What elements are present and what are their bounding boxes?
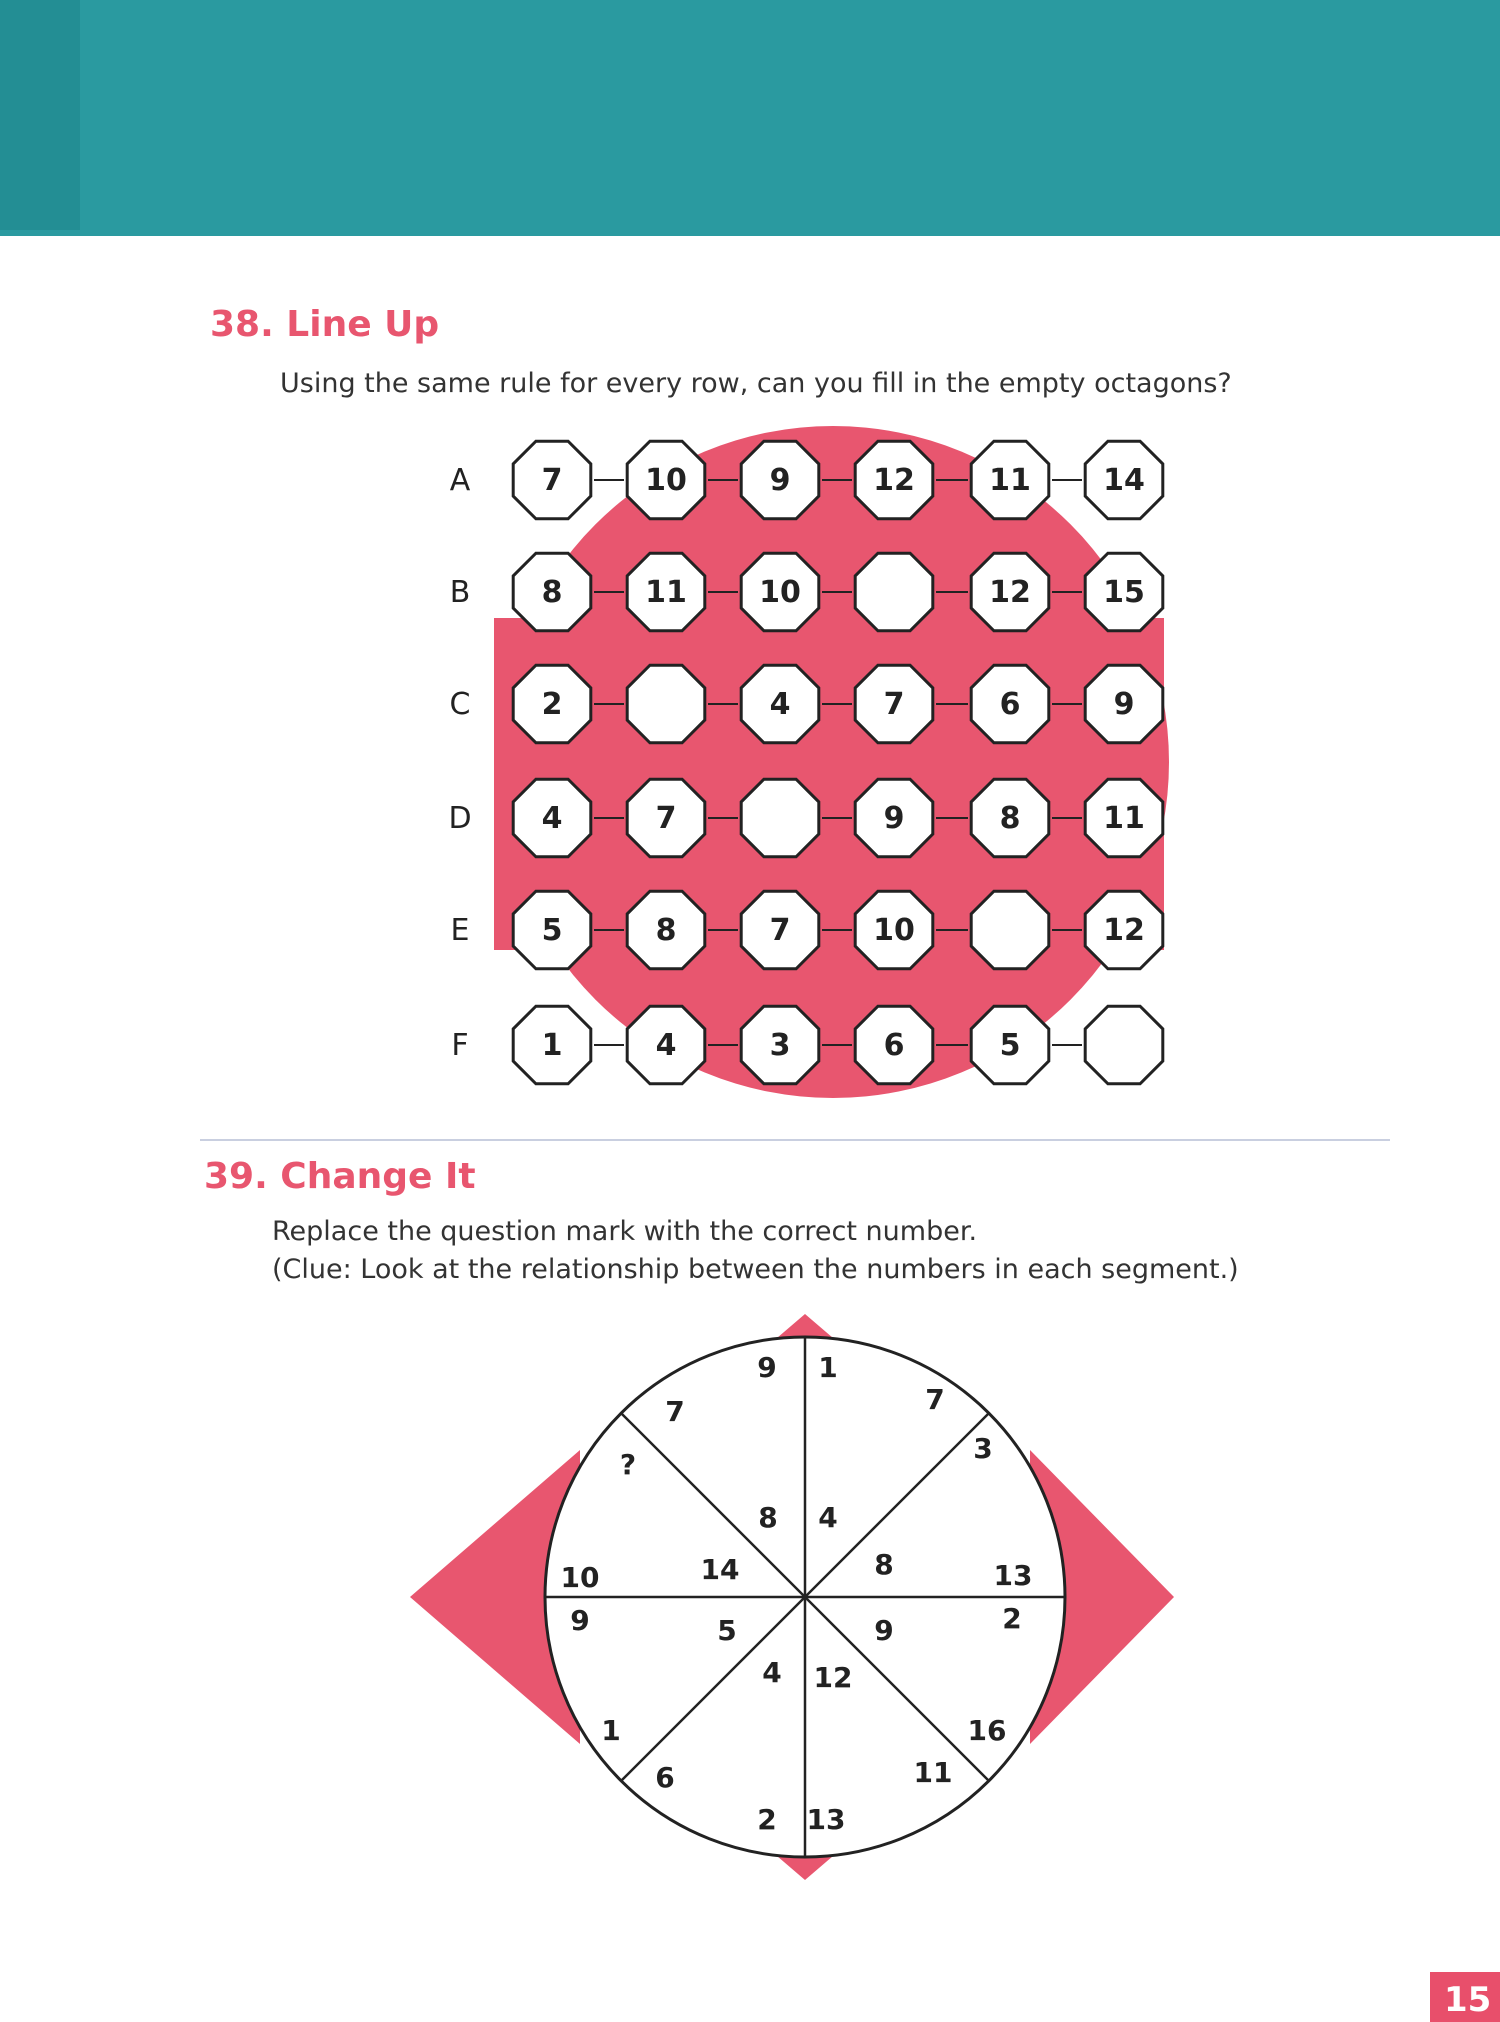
octagon-number: 9 xyxy=(883,801,905,836)
segment-inner-number: 4 xyxy=(818,1501,838,1534)
segment-number: 16 xyxy=(967,1714,1007,1747)
row-label: F xyxy=(451,1028,469,1063)
empty-octagon[interactable] xyxy=(627,665,705,743)
octagon-number: 10 xyxy=(873,913,915,948)
octagon-number: 7 xyxy=(655,801,677,836)
grid-group xyxy=(448,426,1169,1098)
octagon-number: 8 xyxy=(541,575,563,610)
empty-octagon[interactable] xyxy=(855,553,933,631)
segment-number: 1 xyxy=(818,1351,838,1384)
top-banner-shade xyxy=(0,0,80,230)
octagon-number: 4 xyxy=(541,801,563,836)
empty-octagon[interactable] xyxy=(1085,1006,1163,1084)
segment-number: 11 xyxy=(913,1756,953,1789)
segment-inner-number: 8 xyxy=(874,1548,894,1581)
segment-number: 2 xyxy=(757,1803,777,1836)
segment-inner-number: 8 xyxy=(758,1501,778,1534)
segment-inner-number: 12 xyxy=(813,1661,853,1694)
segment-number: 2 xyxy=(1002,1602,1022,1635)
wheel-group xyxy=(410,1314,1174,1880)
octagon-number: 12 xyxy=(989,575,1031,610)
puzzle-39-instruction-line1: Replace the question mark with the correct number. xyxy=(272,1216,978,1247)
octagon-number: 12 xyxy=(873,463,915,498)
segment-inner-number: 4 xyxy=(762,1656,782,1689)
octagon-number: 5 xyxy=(541,913,563,948)
octagon-number: 11 xyxy=(645,575,687,610)
row-label: E xyxy=(450,913,470,948)
octagon-number: 8 xyxy=(999,801,1021,836)
puzzle-38-title: 38. Line Up xyxy=(210,304,440,345)
background-block xyxy=(494,618,1164,950)
octagon-number: 10 xyxy=(759,575,801,610)
octagon-number: 5 xyxy=(999,1028,1021,1063)
octagon-number: 12 xyxy=(1103,913,1145,948)
section-divider xyxy=(200,1139,1390,1141)
puzzle-39-instruction-line2: (Clue: Look at the relationship between the numbers in each segment.) xyxy=(272,1254,1239,1285)
octagon-number: 6 xyxy=(999,687,1021,722)
octagon-number: 14 xyxy=(1103,463,1145,498)
row-label: C xyxy=(449,687,471,722)
row-label: B xyxy=(449,575,471,610)
question-mark: ? xyxy=(619,1448,637,1481)
change-it-wheel xyxy=(0,1300,1500,1904)
segment-number: 10 xyxy=(560,1561,600,1594)
segment-inner-number: 9 xyxy=(874,1614,894,1647)
segment-number: 13 xyxy=(993,1559,1033,1592)
octagon-number: 9 xyxy=(1113,687,1135,722)
line-up-grid xyxy=(0,400,1500,1124)
empty-octagon[interactable] xyxy=(741,779,819,857)
octagon-number: 1 xyxy=(541,1028,563,1063)
octagon-number: 6 xyxy=(883,1028,905,1063)
octagon-number: 15 xyxy=(1103,575,1145,610)
segment-number: 13 xyxy=(806,1803,846,1836)
segment-number: 3 xyxy=(973,1432,993,1465)
octagon-number: 4 xyxy=(655,1028,677,1063)
top-banner xyxy=(0,0,1500,236)
octagon-number: 7 xyxy=(769,913,791,948)
octagon-number: 11 xyxy=(1103,801,1145,836)
octagon-number: 4 xyxy=(769,687,791,722)
segment-inner-number: 5 xyxy=(717,1614,737,1647)
segment-number: 9 xyxy=(757,1351,777,1384)
puzzle-39-title: 39. Change It xyxy=(204,1156,476,1197)
segment-inner-number: 14 xyxy=(700,1553,740,1586)
segment-number: 7 xyxy=(665,1395,685,1428)
octagon-number: 8 xyxy=(655,913,677,948)
segment-number: 1 xyxy=(601,1714,621,1747)
segment-number: 9 xyxy=(570,1604,590,1637)
octagon-number: 3 xyxy=(769,1028,791,1063)
octagon-number: 7 xyxy=(883,687,905,722)
empty-octagon[interactable] xyxy=(971,891,1049,969)
page-number: 15 xyxy=(1430,1972,1500,2022)
octagon-number: 7 xyxy=(541,463,563,498)
octagon-number: 2 xyxy=(541,687,563,722)
octagon-number: 10 xyxy=(645,463,687,498)
segment-number: 6 xyxy=(655,1761,675,1794)
row-label: A xyxy=(449,463,471,498)
octagon-number: 11 xyxy=(989,463,1031,498)
row-label: D xyxy=(448,801,472,836)
puzzle-38-instruction: Using the same rule for every row, can you fill in the empty octagons? xyxy=(280,368,1232,399)
octagon-number: 9 xyxy=(769,463,791,498)
segment-number: 7 xyxy=(925,1383,945,1416)
